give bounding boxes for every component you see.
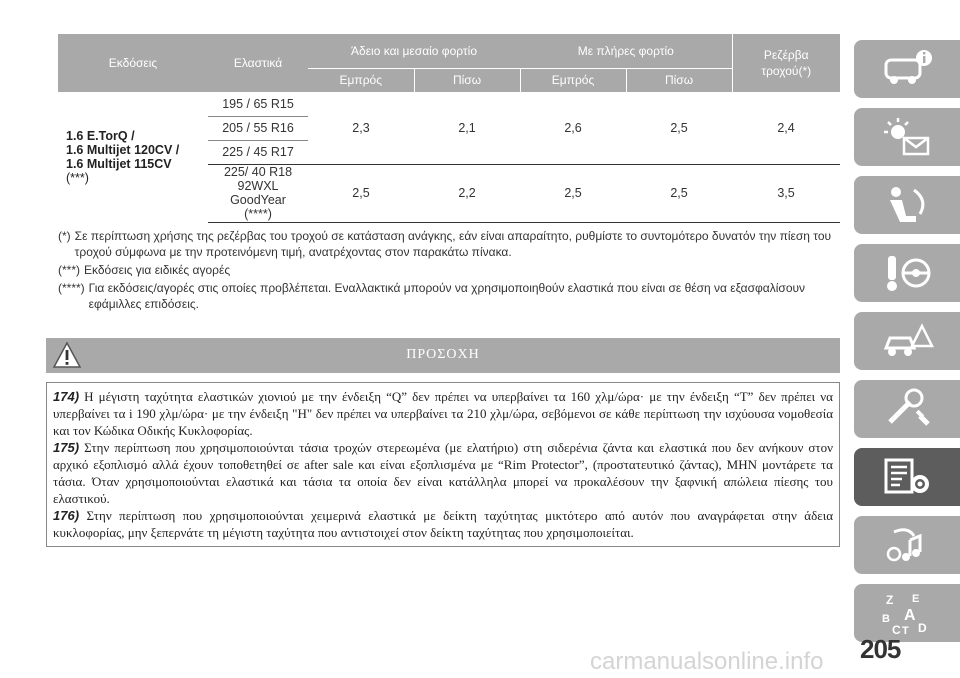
warning-body	[46, 382, 840, 547]
svg-text:T: T	[902, 625, 909, 636]
svg-text:B: B	[882, 613, 890, 625]
svg-text:E: E	[912, 593, 920, 605]
warning-lights-envelope-icon	[880, 114, 934, 160]
pressure-spare: 2,4	[732, 92, 840, 164]
tab-starting-driving[interactable]	[854, 244, 960, 302]
tools-maintenance-icon	[880, 386, 934, 432]
warning-number: 174)	[53, 389, 80, 404]
tyre-size: 195 / 65 R15	[208, 92, 308, 116]
tab-multimedia[interactable]	[854, 516, 960, 574]
pressure-full-front: 2,5	[520, 164, 626, 222]
footnote-text: Για εκδόσεις/αγορές στις οποίες προβλέπεται. Εναλλακτικά μπορούν να χρησιμοποιηθούν ελαστικά που είναι σε θέση να εξασφαλίσουν εφάμιλλες επιδόσεις.	[88, 281, 806, 311]
tyre-pressure-table	[58, 34, 840, 223]
pressure-empty-rear: 2,1	[414, 92, 520, 164]
footnote-text: Εκδόσεις για ειδικές αγορές	[84, 263, 231, 277]
pressure-spare: 3,5	[732, 164, 840, 222]
warning-text: Στην περίπτωση που χρησιμοποιούνται χειμερινά ελαστικά με δείκτη ταχύτητας μικτότερο από αυτόν που αναγράφεται στην άδεια κυκλοφορίας, μην ξεπερνάτε τη μέγιστη ταχύτητα που αντιστοιχεί στον δείκτη ταχύτητας που χρησιμοποιείται.	[53, 508, 833, 540]
car-info-icon	[880, 46, 934, 92]
alphabetical-index-icon	[880, 590, 934, 636]
pressure-empty-rear: 2,2	[414, 164, 520, 222]
page-number: 205	[860, 634, 901, 664]
header-versions: Εκδόσεις	[58, 34, 208, 92]
tab-safety[interactable]	[854, 176, 960, 234]
warning-item	[53, 439, 833, 507]
version-line: 1.6 Multijet 120CV /	[66, 143, 180, 157]
seat-airbag-icon	[880, 182, 934, 228]
watermark: carmanualsonline.info	[590, 648, 824, 675]
pressure-full-rear: 2,5	[626, 92, 732, 164]
svg-text:Z: Z	[886, 593, 894, 607]
header-empty-front: Εμπρός	[308, 68, 414, 92]
svg-text:D: D	[918, 621, 927, 635]
warning-title: ΠΡΟΣΟΧΗ	[406, 347, 480, 362]
header-empty-load: Άδειο και μεσαίο φορτίο	[308, 34, 520, 68]
tab-car-info[interactable]	[854, 40, 960, 98]
tab-emergency[interactable]	[854, 312, 960, 370]
footnote	[58, 280, 840, 312]
version-note-mark: (***)	[66, 171, 89, 185]
tyre-size: 205 / 55 R16	[208, 116, 308, 140]
warning-number: 176)	[53, 508, 80, 523]
svg-text:C: C	[892, 623, 901, 636]
version-line: 1.6 E.TorQ /	[66, 129, 135, 143]
warning-number: 175)	[53, 440, 80, 455]
tab-maintenance[interactable]	[854, 380, 960, 438]
table-footnotes	[58, 228, 840, 314]
header-spare: Ρεζέρβα τροχού(*)	[732, 34, 840, 92]
technical-data-icon	[880, 454, 934, 500]
warning-header	[46, 338, 840, 373]
footnote-text: Σε περίπτωση χρήσης της ρεζέρβας του τροχού σε κατάσταση ανάγκης, εάν είναι απαραίτητο, ρυθμίστε το συντομότερο δυνατόν την πίεση του τροχού σύμφωνα με την προτεινόμενη τιμή, ανατρέχοντας στον παρακάτω πίνακα.	[74, 229, 832, 259]
multimedia-icon	[880, 522, 934, 568]
header-full-load: Με πλήρες φορτίο	[520, 34, 732, 68]
tyre-size: 225/ 40 R18 92WXL GoodYear (****)	[208, 164, 308, 222]
tab-technical-data[interactable]	[854, 448, 960, 506]
footnote-mark: (*)	[58, 229, 71, 243]
header-empty-rear: Πίσω	[414, 68, 520, 92]
warning-item	[53, 388, 833, 439]
pressure-full-rear: 2,5	[626, 164, 732, 222]
footnote	[58, 262, 840, 278]
version-line: 1.6 Multijet 115CV	[66, 157, 172, 171]
car-breakdown-icon	[880, 318, 934, 364]
footnote-mark: (****)	[58, 281, 85, 295]
pressure-empty-front: 2,5	[308, 164, 414, 222]
warning-text: Στην περίπτωση που χρησιμοποιούνται τάσια τροχών στερεωμένα (με ελατήριο) στη σιδερένια ζάντα και ελαστικά που δεν ανήκουν στον αρχικό εξοπλισμό αλλά έχουν τοποθετηθεί σε after sale και είναι εξοπλισμένα με “Rim Protector”, (προστατευτικό ζάντας), ΜΗΝ μοντάρετε τα τάσια. Όταν χρησιμοποιούνται ελαστικά και τάσια τα οποία δεν είναι κατάλληλα μπορεί να προκαλέσουν την ξαφνική απώλεια πίεσης του ελαστικού.	[53, 440, 833, 506]
pressure-empty-front: 2,3	[308, 92, 414, 164]
header-tyres: Ελαστικά	[208, 34, 308, 92]
tyre-size: 225 / 45 R17	[208, 140, 308, 164]
version-cell	[58, 92, 208, 222]
header-full-front: Εμπρός	[520, 68, 626, 92]
warning-text: Η μέγιστη ταχύτητα ελαστικών χιονιού με την ένδειξη “Q” δεν πρέπει να υπερβαίνει τα 160 χλμ/ώρα· με την ένδειξη “T” δεν πρέπει να υπερβαίνει τα i 190 χλμ/ώρα· με την ένδειξη "H" δεν πρέπει να υπερβαίνει τα 210 χλμ/ώρα, σεβόμενοι σε κάθε περίπτωση την ισχύουσα νομοθεσία και τον Κώδικα Οδικής Κυκλοφορίας.	[53, 389, 833, 438]
key-steering-wheel-icon	[880, 250, 934, 296]
header-full-rear: Πίσω	[626, 68, 732, 92]
tab-warning-lights[interactable]	[854, 108, 960, 166]
footnote-mark: (***)	[58, 263, 81, 277]
footnote	[58, 228, 840, 260]
pressure-full-front: 2,6	[520, 92, 626, 164]
svg-text:A: A	[904, 607, 916, 624]
warning-item	[53, 507, 833, 541]
